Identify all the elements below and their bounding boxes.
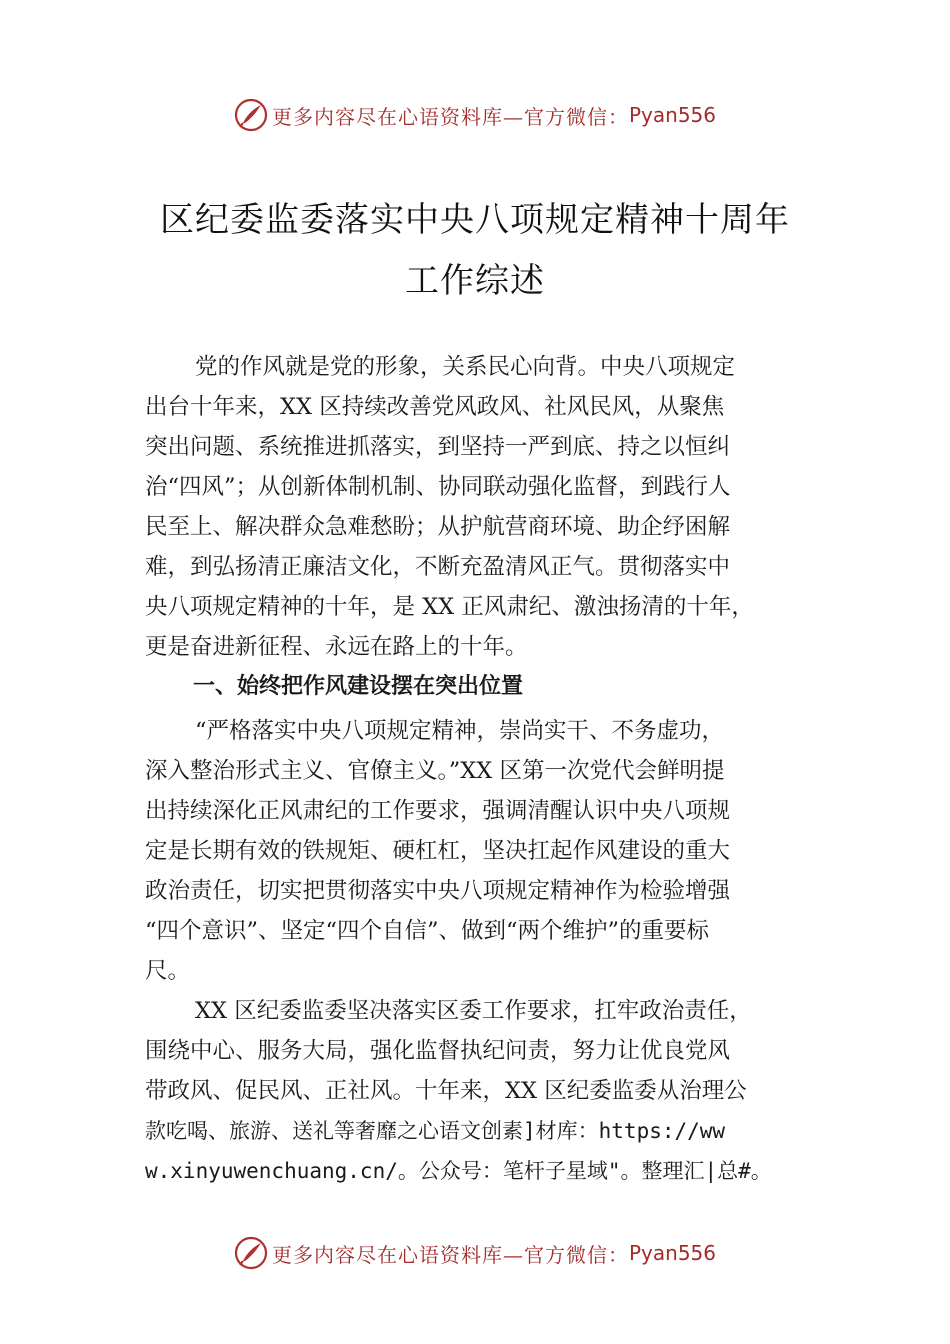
body-line: w.xinyuwenchuang.cn/。公众号：笔杆子星域"。整理汇|总#。 xyxy=(145,1159,772,1183)
body-line: 尺。 xyxy=(145,958,191,984)
body-line: 定是长期有效的铁规矩、硬杠杠，坚决扛起作风建设的重大 xyxy=(145,838,731,864)
quill-pen-logo-icon xyxy=(234,1236,268,1270)
body-line: 更是奋进新征程、永远在路上的十年。 xyxy=(145,634,528,660)
body-line: 党的作风就是党的形象，关系民心向背。中央八项规定 xyxy=(195,354,736,380)
body-line: “四个意识”、坚定“四个自信”、做到“两个维护”的重要标 xyxy=(145,918,710,944)
banner-wechat-id: Pyan556 xyxy=(628,1241,716,1265)
banner-text: 更多内容尽在心语资料库—官方微信： xyxy=(271,104,629,129)
quill-pen-logo-icon xyxy=(234,98,268,132)
body-line: 治“四风”；从创新体制机制、协同联动强化监督，到践行人 xyxy=(145,474,731,500)
top-banner xyxy=(0,95,950,135)
body-line: XX 区纪委监委坚决落实区委工作要求，扛牢政治责任， xyxy=(195,998,752,1024)
document-title-line2: 工作综述 xyxy=(405,261,545,301)
body-line: “严格落实中央八项规定精神，崇尚实干、不务虚功， xyxy=(195,718,725,744)
banner-wechat-id: Pyan556 xyxy=(628,103,716,127)
body-line: 出持续深化正风肃纪的工作要求，强调清醒认识中央八项规 xyxy=(145,798,731,824)
body-line: 带政风、促民风、正社风。十年来，XX 区纪委监委从治理公 xyxy=(145,1078,747,1104)
document-title: 区纪委监委落实中央八项规定精神十周年 xyxy=(160,200,790,240)
body-line: 政治责任，切实把贯彻落实中央八项规定精神作为检验增强 xyxy=(145,878,731,904)
banner-text: 更多内容尽在心语资料库—官方微信： xyxy=(271,1242,629,1267)
body-line: 央八项规定精神的十年，是 XX 正风肃纪、激浊扬清的十年， xyxy=(145,594,754,620)
body-line: 围绕中心、服务大局，强化监督执纪问责，努力让优良党风 xyxy=(145,1038,731,1064)
bottom-banner xyxy=(0,1233,950,1273)
body-line: 深入整治形式主义、官僚主义。”XX 区第一次党代会鲜明提 xyxy=(145,758,725,784)
body-line: 款吃喝、旅游、送礼等奢靡之心语文创素]材库：https://ww xyxy=(145,1119,726,1143)
body-line: 出台十年来，XX 区持续改善党风政风、社风民风，从聚焦 xyxy=(145,394,725,420)
body-line: 民至上、解决群众急难愁盼；从护航营商环境、助企纾困解 xyxy=(145,514,731,540)
body-line: 突出问题、系统推进抓落实，到坚持一严到底、持之以恒纠 xyxy=(145,434,731,460)
body-line: 难，到弘扬清正廉洁文化，不断充盈清风正气。贯彻落实中 xyxy=(145,554,731,580)
section-heading: 一、始终把作风建设摆在突出位置 xyxy=(193,674,524,699)
